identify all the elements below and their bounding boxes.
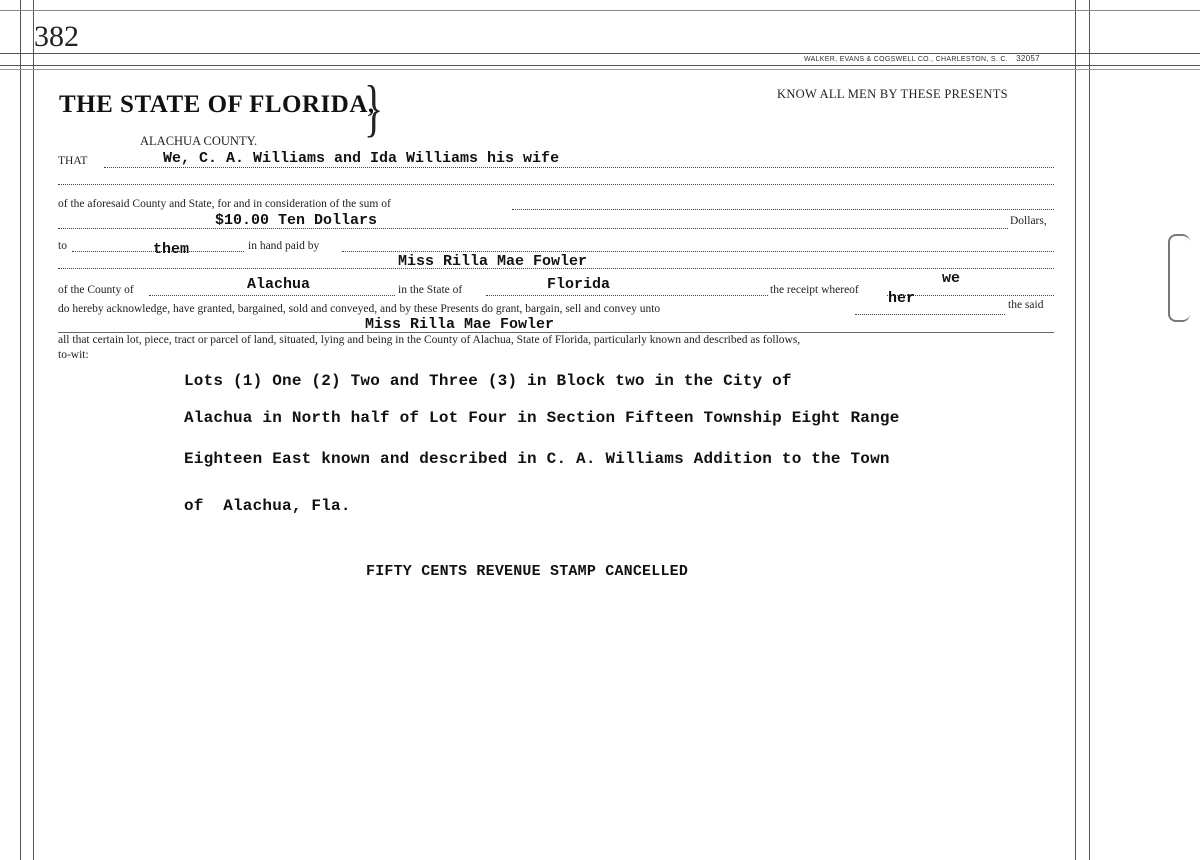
form-number: 32057	[1016, 54, 1040, 63]
state-of-label: in the State of	[398, 284, 463, 296]
binder-clip-mark	[1168, 234, 1190, 322]
receipt-label: the receipt whereof	[770, 284, 859, 296]
payer-value: Miss Rilla Mae Fowler	[398, 253, 588, 270]
hand-paid-label: in hand paid by	[248, 240, 320, 252]
county-heading: ALACHUA COUNTY.	[140, 134, 258, 148]
hand-paid-fill-line	[342, 251, 1054, 252]
to-wit-label: to-wit:	[58, 349, 89, 361]
description-line: Eighteen East known and described in C. A. Williams Addition to the Town	[184, 450, 890, 468]
grantors-fill-line	[104, 167, 1054, 168]
county-fill-line	[149, 295, 395, 296]
aforesaid-text: of the aforesaid County and State, for and in consideration of the sum of	[58, 198, 391, 210]
receipt-value: we	[942, 270, 961, 287]
to-value: them	[153, 241, 190, 258]
heading-brace: }	[364, 71, 384, 144]
county-value: Alachua	[247, 276, 311, 293]
to-label: to	[58, 240, 67, 252]
dollars-label: Dollars,	[1010, 215, 1047, 227]
description-line: Lots (1) One (2) Two and Three (3) in Block two in the City of	[184, 372, 792, 390]
right-margin-rule-2	[1089, 0, 1090, 860]
sum-fill-line	[58, 228, 1008, 229]
revenue-stamp-note: FIFTY CENTS REVENUE STAMP CANCELLED	[366, 563, 689, 580]
that-label: THAT	[58, 155, 88, 167]
county-of-label: of the County of	[58, 284, 134, 296]
left-margin-rule-2	[33, 0, 34, 860]
description-line: of Alachua, Fla.	[184, 497, 351, 515]
header-rule-2	[0, 65, 1200, 66]
land-description-text: all that certain lot, piece, tract or parcel of land, situated, lying and being in the County of Alachua, State of Florida, particularly known and described as follows,	[58, 334, 801, 346]
grantee-value: Miss Rilla Mae Fowler	[365, 316, 555, 333]
the-said-label: the said	[1008, 299, 1044, 311]
convey-fill-line	[855, 314, 1005, 315]
grantee-fill-line	[58, 332, 1054, 333]
state-heading: THE STATE OF FLORIDA,	[59, 91, 375, 118]
blank-fill-line	[58, 184, 1054, 185]
aforesaid-fill-line	[512, 209, 1054, 210]
top-rule	[0, 10, 1200, 11]
grantors-value: We, C. A. Williams and Ida Williams his wife	[163, 150, 560, 167]
description-line: Alachua in North half of Lot Four in Section Fifteen Township Eight Range	[184, 409, 900, 427]
convey-value: her	[888, 290, 916, 307]
page-number: 382	[34, 20, 79, 53]
left-margin-rule	[20, 0, 21, 860]
know-all-men: KNOW ALL MEN BY THESE PRESENTS	[777, 87, 1008, 101]
printer-name: WALKER, EVANS & COGSWELL CO., CHARLESTON, S. C.	[804, 56, 1008, 63]
state-value: Florida	[547, 276, 611, 293]
sum-value: $10.00 Ten Dollars	[215, 212, 378, 229]
convey-text: do hereby acknowledge, have granted, bargained, sold and conveyed, and by these Presents do grant, bargain, sell and convey unto	[58, 303, 661, 315]
right-margin-rule	[1075, 0, 1076, 860]
printer-line	[804, 54, 1040, 63]
state-fill-line	[486, 295, 768, 296]
header-rule-3	[0, 69, 1200, 70]
